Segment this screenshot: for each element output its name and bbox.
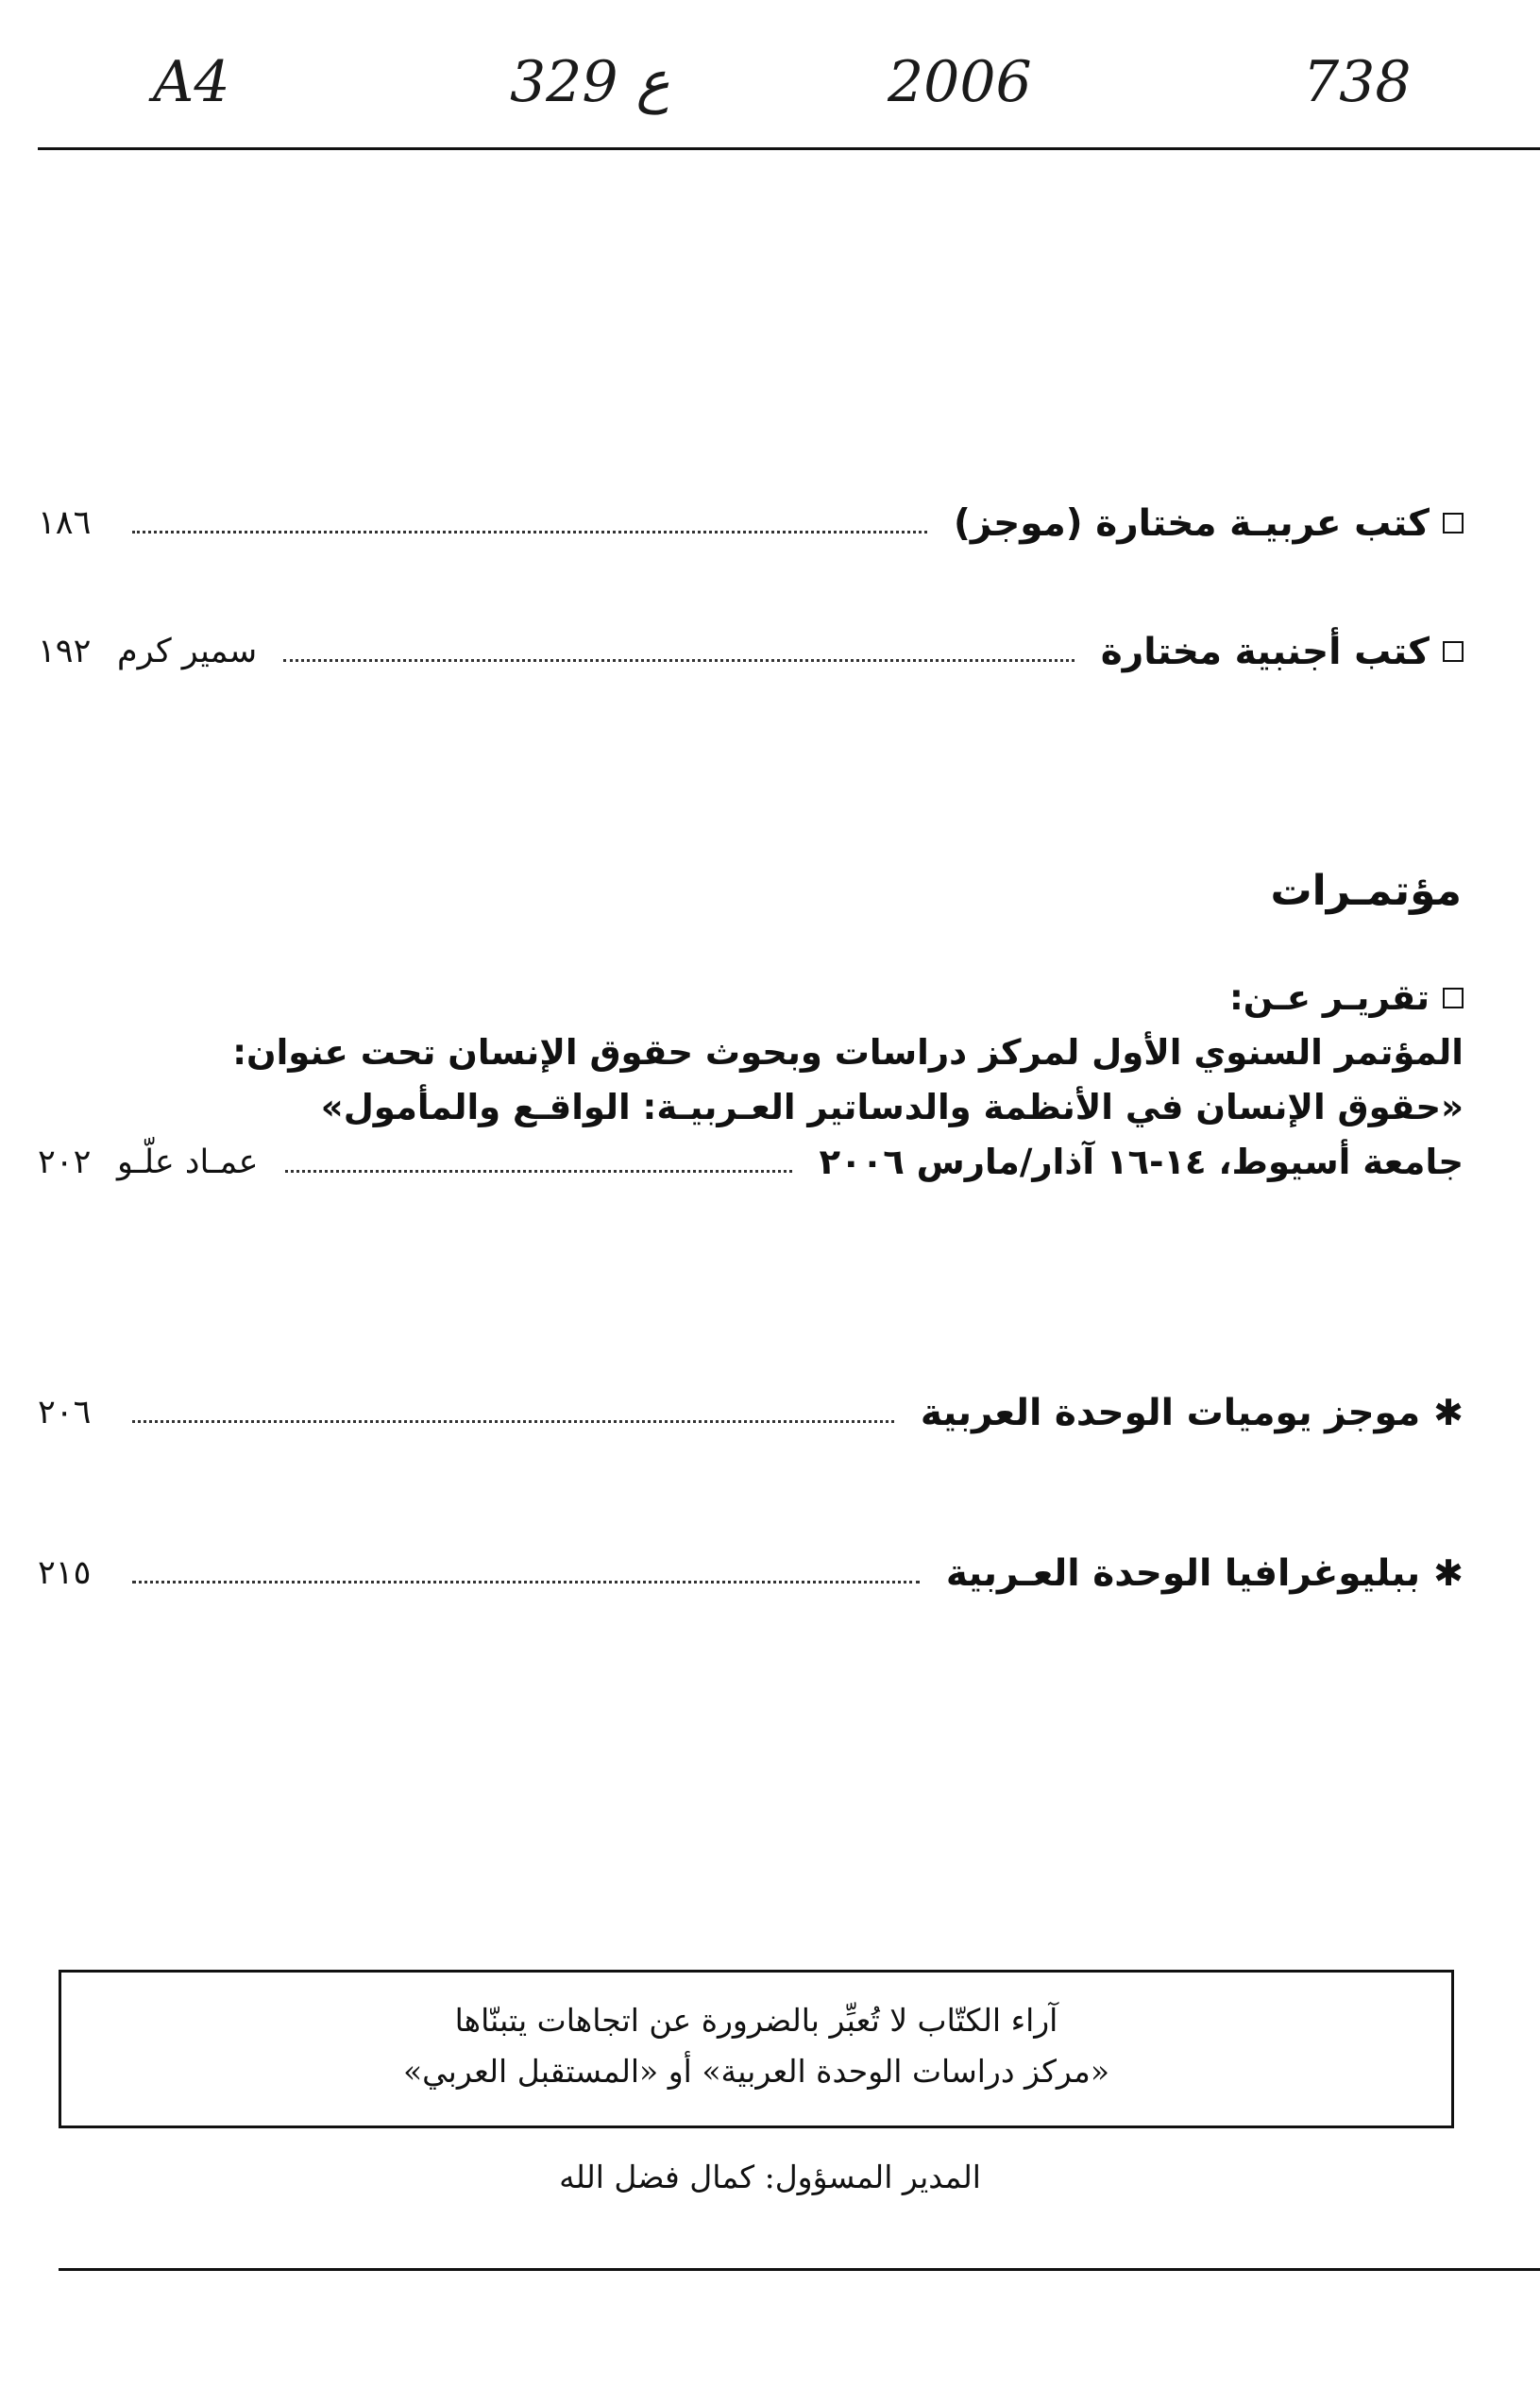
handwritten-year: 2006 (888, 49, 1032, 115)
checkbox-square-icon (1443, 641, 1464, 662)
dot-leader (132, 531, 927, 534)
dot-leader (285, 1170, 793, 1173)
toc-entry-title (921, 1392, 1464, 1434)
checkbox-square-icon (1443, 988, 1464, 1008)
managing-director: المدير المسؤول: كمال فضل الله (559, 2159, 981, 2195)
toc-entry-unity-bibliography[interactable] (38, 1545, 1464, 1601)
toc-entry-author: سمير كرم (117, 633, 258, 670)
toc-entry-title-text: كتب أجنبية مختارة (1100, 630, 1430, 673)
toc-entry-conference-report[interactable] (38, 971, 1464, 1190)
disclaimer-box (59, 1970, 1454, 2128)
toc-entry-arabic-books[interactable] (38, 495, 1464, 551)
report-venue: جامعة أسيوط، ١٤-١٦ آذار/مارس ٢٠٠٦ (819, 1142, 1464, 1182)
toc-entry-title (1101, 631, 1464, 673)
toc-entry-foreign-books[interactable] (38, 623, 1464, 680)
handwritten-issue-number: 738 (1303, 49, 1412, 115)
dot-leader (132, 1581, 920, 1584)
asterisk-icon: ✱ (1433, 1552, 1464, 1594)
disclaimer-line-1: آراء الكتّاب لا تُعبِّر بالضرورة عن اتجاهات يتبنّاها (454, 2002, 1058, 2039)
checkbox-square-icon (1443, 513, 1464, 534)
toc-entry-title (946, 1552, 1464, 1595)
report-title-line-1: المؤتمر السنوي الأول لمركز دراسات وبحوث حقوق الإنسان تحت عنوان: (232, 1032, 1464, 1073)
dot-leader (283, 659, 1075, 662)
asterisk-icon: ✱ (1433, 1392, 1464, 1433)
toc-entry-page: ٢١٥ (38, 1554, 92, 1592)
toc-entry-title (954, 502, 1464, 545)
report-label-line (38, 971, 1464, 1025)
toc-entry-page: ١٩٢ (38, 633, 92, 670)
dot-leader (132, 1420, 894, 1423)
toc-entry-author: عمـاد علّـو (117, 1143, 259, 1181)
handwritten-note-a4: A4 (153, 49, 230, 115)
disclaimer-line-2: «مركز دراسات الوحدة العربية» أو «المستقبل العربي» (402, 2053, 1110, 2090)
toc-entry-page: ١٨٦ (38, 504, 92, 542)
toc-entry-page: ٢٠٦ (38, 1394, 92, 1431)
footer-divider (59, 2268, 1540, 2271)
report-venue-line (38, 1135, 1464, 1190)
toc-entry-page: ٢٠٢ (38, 1143, 92, 1181)
toc-entry-title-text: ببليوغرافيا الوحدة العـربية (945, 1551, 1421, 1595)
report-label: تقريـر عـن: (1229, 977, 1430, 1018)
handwritten-call-number: 329 ع (510, 49, 670, 115)
header-divider (38, 147, 1540, 150)
report-title-line-2: «حقوق الإنسان في الأنظمة والدساتير العـربيـة: الواقـع والمأمول» (320, 1087, 1464, 1127)
toc-entry-title-text: موجز يوميات الوحدة العربية (920, 1391, 1421, 1434)
section-heading-conferences: مؤتمـرات (1270, 867, 1462, 915)
toc-entry-unity-diary[interactable] (38, 1384, 1464, 1441)
toc-entry-title-text: كتب عربيـة مختارة (موجز) (954, 501, 1430, 545)
